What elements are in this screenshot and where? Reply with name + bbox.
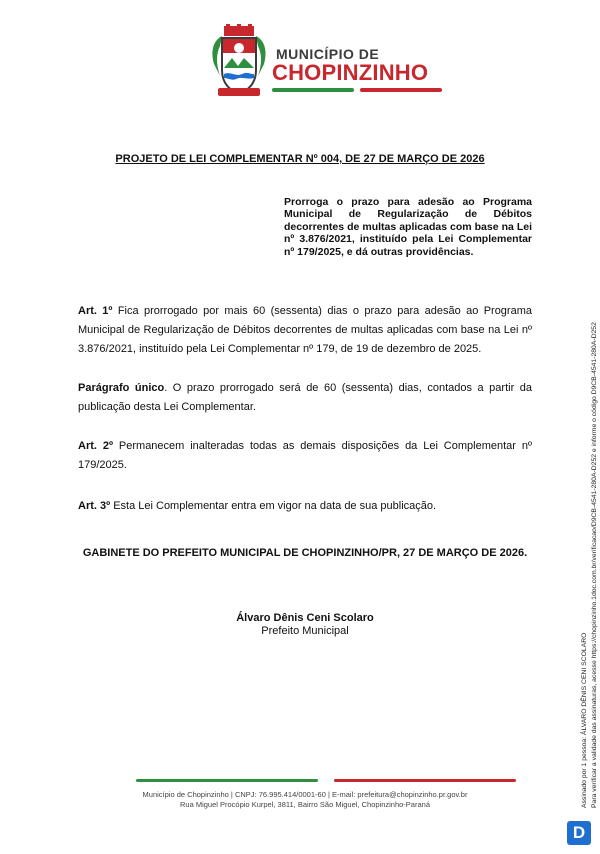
- article-label: Art. 1º: [78, 305, 113, 317]
- signatory-role: Prefeito Municipal: [261, 625, 349, 637]
- article-2: [78, 437, 532, 475]
- brand-color-bar: [272, 88, 442, 92]
- signature-signed-by: Assinado por 1 pessoa: ÁLVARO DÊNIS CENI SCOLARO: [581, 632, 588, 808]
- article-1: [78, 302, 532, 359]
- article-label: Art. 2º: [78, 440, 113, 452]
- footer-color-bar: [136, 779, 516, 782]
- paragrafo-unico: [78, 379, 532, 417]
- signatory-name: Álvaro Dênis Ceni Scolaro: [236, 612, 374, 624]
- signature-verification-stamp: [580, 248, 600, 808]
- municipal-coat-of-arms-icon: [206, 24, 272, 102]
- brand-name: CHOPINZINHO: [272, 60, 429, 85]
- article-label: Art. 3º: [78, 500, 111, 512]
- footer-address-line: Rua Miguel Procópio Kurpel, 3811, Bairro São Miguel, Chopinzinho-Paraná: [179, 800, 430, 809]
- document-ementa: Prorroga o prazo para adesão ao Programa Municipal de Regularização de Débitos decorrentes de multas aplicadas com base na Lei nº 3.876/2021, instituído pela Lei Complementar nº 179/2025, e dá outras providências.: [284, 196, 532, 258]
- footer: [0, 790, 600, 810]
- gabinete-closing: GABINETE DO PREFEITO MUNICIPAL DE CHOPINZINHO/PR, 27 DE MARÇO DE 2026.: [82, 547, 528, 559]
- article-text: Fica prorrogado por mais 60 (sessenta) dias o prazo para adesão ao Programa Municipal de Regularização de Débitos decorrentes de multas aplicadas com base na Lei nº 3.876/2021, instituído pela Lei Complementar nº 179, de 19 de dezembro de 2025.: [78, 305, 532, 355]
- article-text: Esta Lei Complementar entra em vigor na data de sua publicação.: [110, 500, 437, 512]
- footer-contact-line: Município de Chopinzinho | CNPJ: 76.995.414/0001-60 | E-mail: prefeitura@chopinzinho.pr.gov.br: [142, 790, 468, 799]
- article-text: . O prazo prorrogado será de 60 (sessenta) dias, contados a partir da publicação desta Lei Complementar.: [78, 382, 532, 413]
- 1doc-logo-icon: D: [567, 821, 591, 845]
- article-3: [78, 497, 532, 516]
- article-text: Permanecem inalteradas todas as demais disposições da Lei Complementar nº 179/2025.: [78, 440, 532, 471]
- letterhead: [206, 24, 446, 104]
- article-label: Parágrafo único: [78, 382, 165, 394]
- signature-verify-link[interactable]: Para verificar a validade das assinaturas, acesse https://chopinzinho.1doc.com.br/verificacao/D9CB-4541-280A-D252 e informe o código D9CB-4541-280A-D252: [591, 322, 598, 808]
- brand-subtitle: MUNICÍPIO DE: [276, 46, 380, 62]
- document-title: PROJETO DE LEI COMPLEMENTAR Nº 004, DE 27 DE MARÇO DE 2026: [115, 153, 485, 165]
